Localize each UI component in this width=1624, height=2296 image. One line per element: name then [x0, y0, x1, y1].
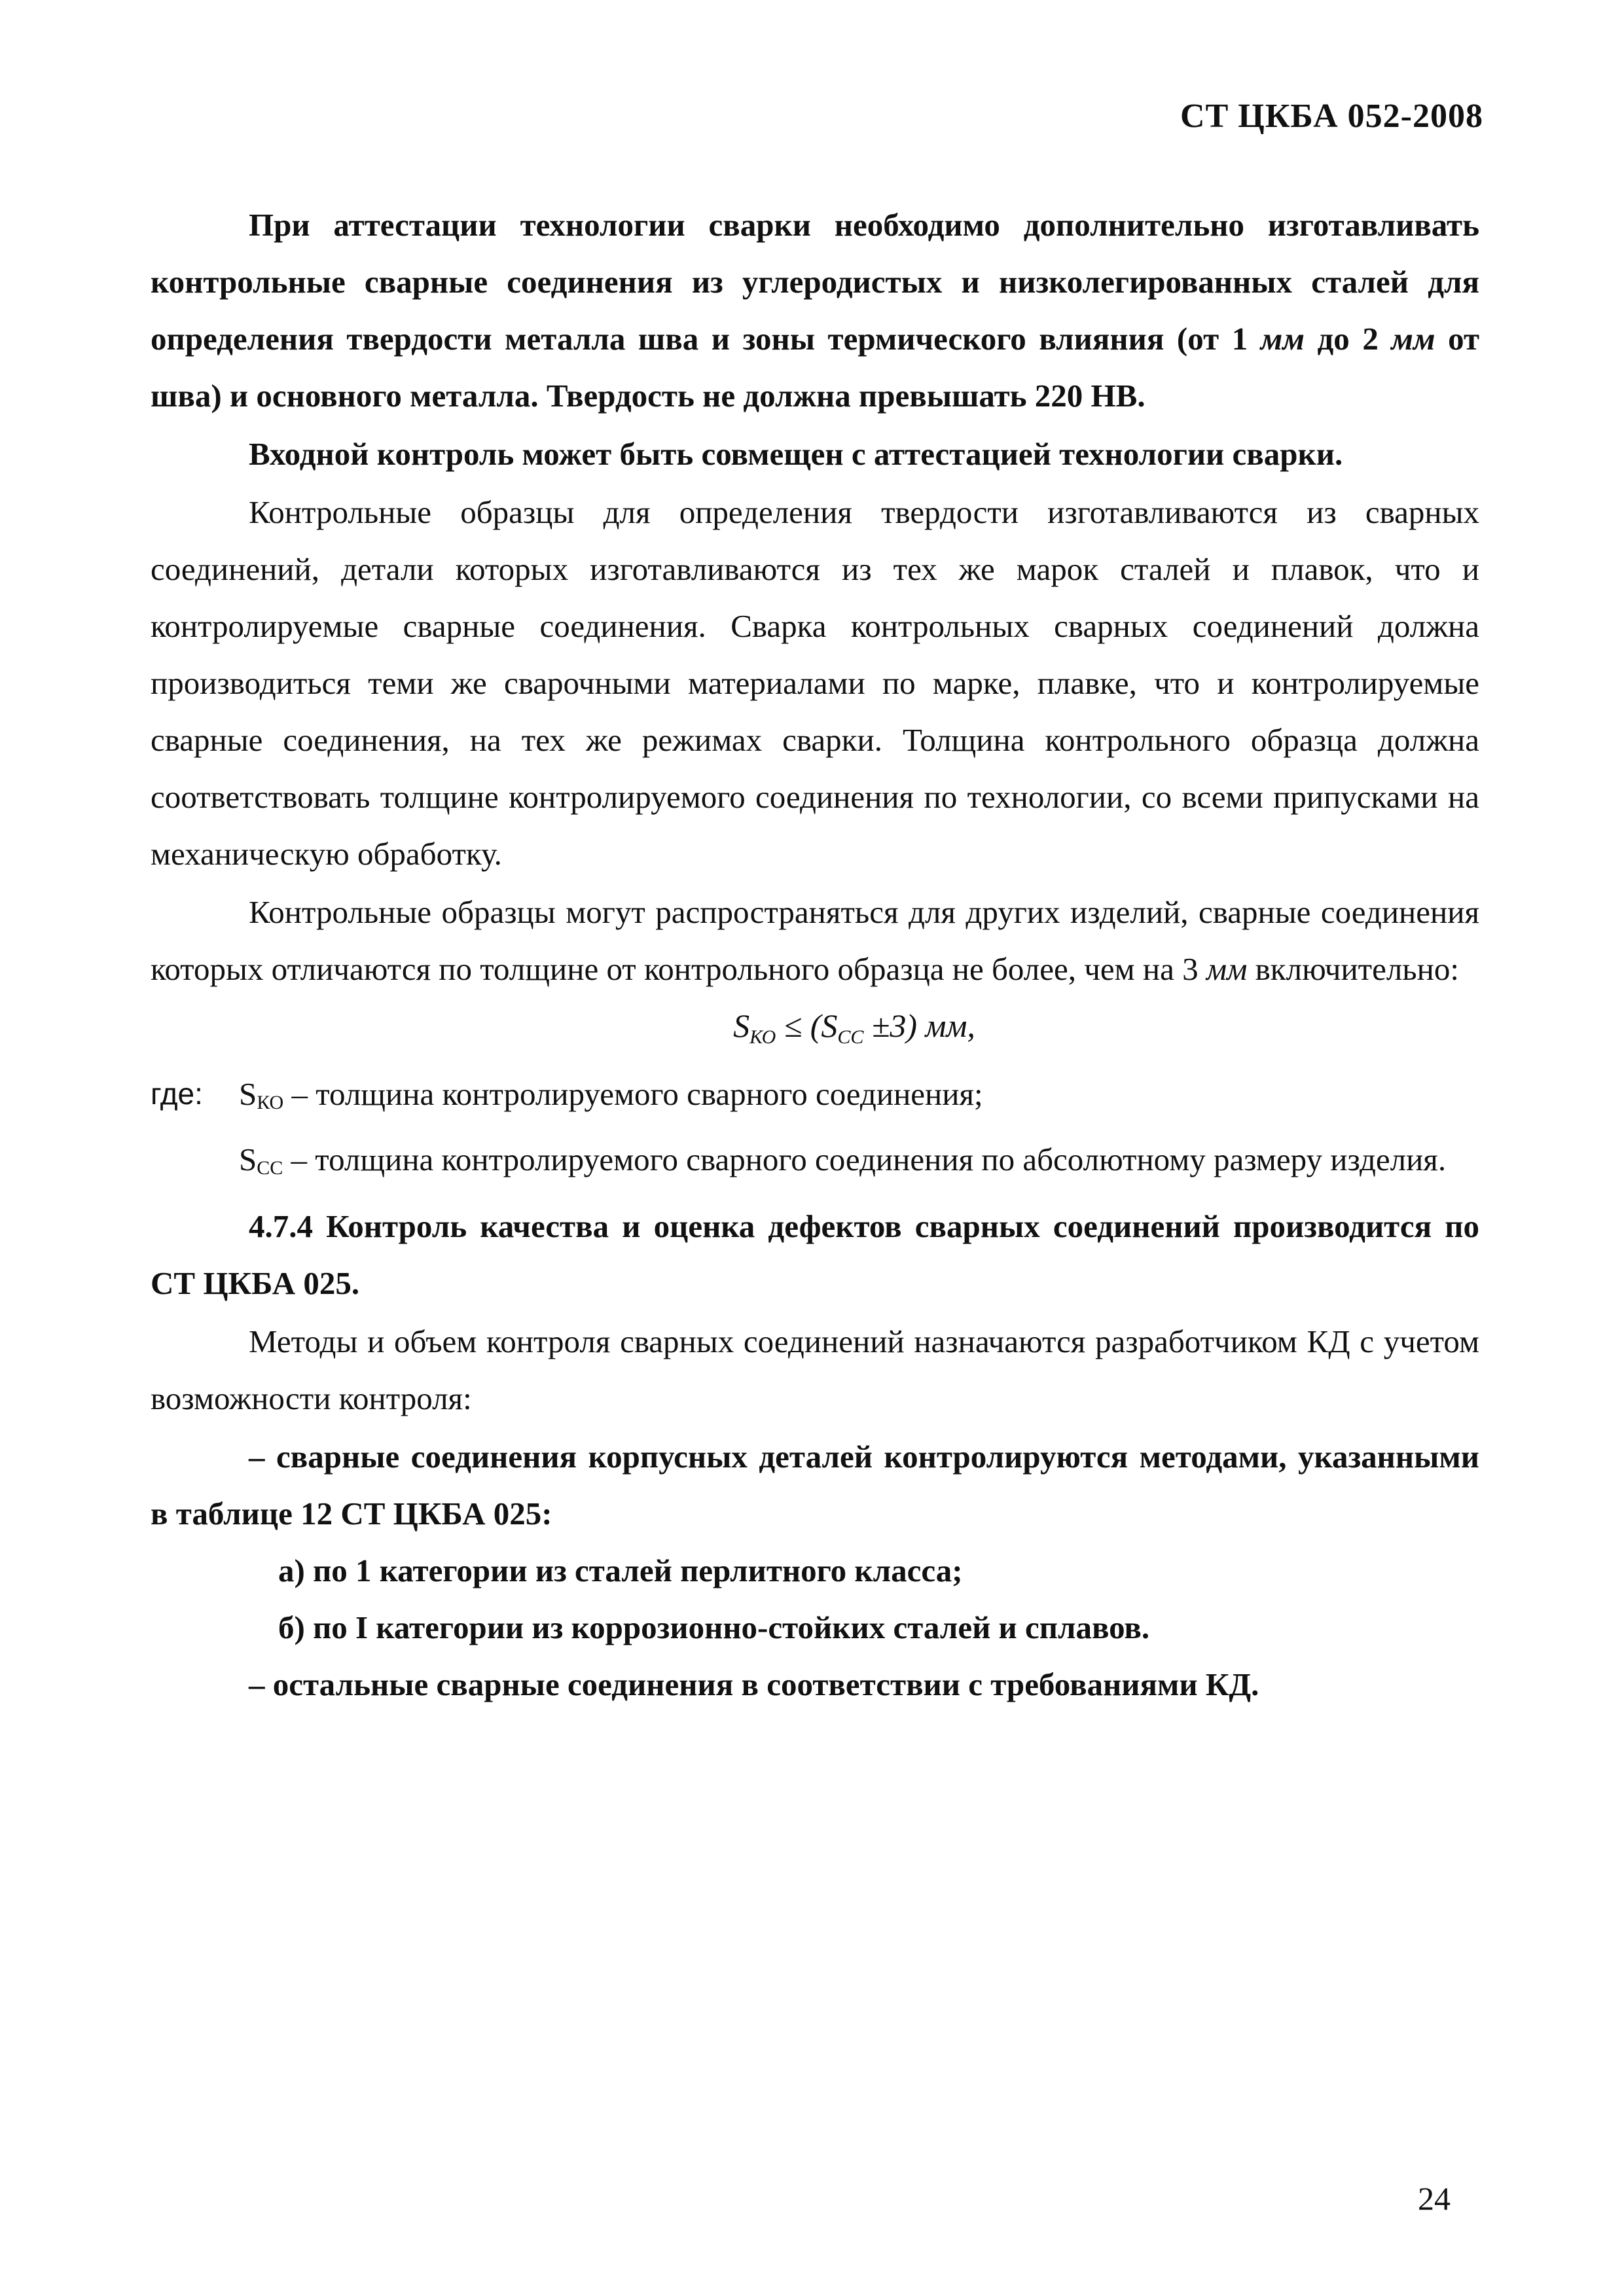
paragraph-samples-extension-end: включительно:	[1255, 951, 1459, 987]
definition-scc	[151, 1131, 1479, 1196]
definition-label: где:	[151, 1077, 203, 1111]
unit-mm: мм	[1206, 951, 1248, 987]
definition-sko	[151, 1066, 1479, 1131]
list-subitem-b: б) по I категории из коррозионно-стойких сталей и сплавов.	[278, 1609, 1150, 1645]
symbol-letter: S	[239, 1076, 257, 1112]
page-number: 24	[1418, 2180, 1451, 2217]
paragraph-methods: Методы и объем контроля сварных соединений назначаются разработчиком КД с учетом возможности контроля:	[151, 1323, 1479, 1416]
unit-mm: мм	[1391, 321, 1435, 357]
formula-subscript: СС	[837, 1026, 864, 1048]
formula-operator: ≤ (	[776, 1007, 821, 1044]
definition-sko-text: – толщина контролируемого сварного соединения;	[291, 1076, 983, 1112]
paragraph-hardness-end: от шва) и основного металла. Твердость не должна превышать 220 НВ.	[151, 321, 1480, 414]
paragraph-input-control: Входной контроль может быть совмещен с аттестацией технологии сварки.	[249, 436, 1343, 472]
document-body	[151, 196, 1479, 1713]
definition-scc-text: – толщина контролируемого сварного соединения по абсолютному размеру изделия.	[291, 1141, 1447, 1177]
formula-rest: ±3) мм,	[863, 1007, 975, 1044]
formula-subscript: КО	[749, 1026, 776, 1048]
paragraph-control-samples: Контрольные образцы для определения твердости изготавливаются из сварных соединений, детали которых изготавливаются из тех же марок сталей и плавок, что и контролируемые сварные соединения. Сварка контрольных сварных соединений должна производиться теми же сварочными материалами по марке, плавке, что и контролируемые сварные соединения, на тех же режимах сварки. Толщина контрольного образца должна соответствовать толщине контролируемого соединения по технологии, со всеми припусками на механическую обработку.	[151, 494, 1479, 872]
paragraph-hardness-text: При аттестации технологии сварки необходимо дополнительно изготавливать контрольные сварные соединения из углеродистых и низколегированных сталей для определения твердости металла шва и зоны термического влияния (от 1	[151, 207, 1479, 357]
list-subitem-a: а) по 1 категории из сталей перлитного класса;	[278, 1552, 963, 1588]
document-code-header: СТ ЦКБА 052-2008	[1180, 98, 1483, 135]
formula-symbol: S	[821, 1007, 838, 1044]
symbol-subscript: КО	[257, 1092, 284, 1113]
symbol-scc	[239, 1141, 283, 1177]
paragraph-hardness	[151, 196, 1479, 424]
paragraph-hardness-mid: до 2	[1317, 321, 1379, 357]
paragraph-samples-extension-text: Контрольные образцы могут распространяться для других изделий, сварные соединения которых отличаются по толщине от контрольного образца не более, чем на 3	[151, 894, 1479, 987]
section-heading-4-7-4: 4.7.4 Контроль качества и оценка дефектов сварных соединений производится по СТ ЦКБА 025.	[151, 1208, 1479, 1301]
symbol-subscript: СС	[257, 1157, 283, 1179]
paragraph-samples-extension	[151, 884, 1479, 997]
symbol-sko	[239, 1076, 283, 1112]
list-item-other-joints: – остальные сварные соединения в соответствии с требованиями КД.	[249, 1666, 1259, 1702]
unit-mm: мм	[1260, 321, 1305, 357]
list-item-body-joints: – сварные соединения корпусных деталей контролируются методами, указанными в таблице 12 СТ ЦКБА 025:	[151, 1439, 1479, 1532]
formula-symbol: S	[733, 1007, 750, 1044]
thickness-formula	[151, 997, 1479, 1066]
symbol-letter: S	[239, 1141, 257, 1177]
